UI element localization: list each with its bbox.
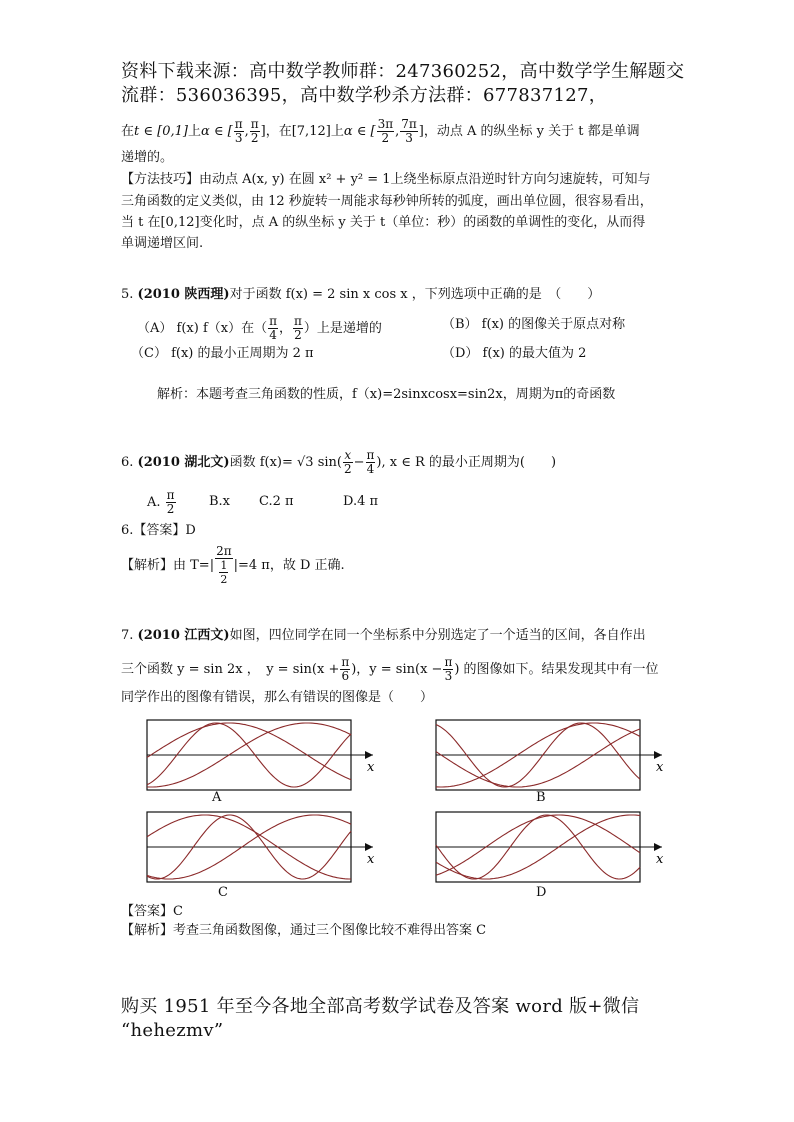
header-line-2: 流群：536036395，高中数学秒杀方法群：677837127， — [121, 85, 608, 106]
q5-analysis: 解析：本题考查三角函数的性质，f（x)=2sinxcosx=sin2x，周期为π的奇函数 — [157, 387, 616, 402]
graph-c-label: C — [218, 885, 228, 900]
tip-line-3: 当 t 在[0,12]变化时，点 A 的纵坐标 y 关于 t（单位：秒）的函数的单调性的变化，从而得 — [121, 215, 646, 230]
q5-option-b: （B） f(x) 的图像关于原点对称 — [442, 317, 626, 332]
x-axis-label: x — [656, 760, 664, 775]
tip-line-1: 【方法技巧】由动点 A(x, y) 在圆 x² + y² = 1上绕坐标原点沿逆时针方向匀速旋转，可知与 — [121, 172, 651, 187]
q6-stem: 6. (2010 湖北文)函数 f(x)= √3 sin( $\frac{x}{2}$ − $\frac{\pi}{4}$ ), x ∈ R 的最小正周期为( ) — [121, 448, 557, 476]
q6-option-b: B.x — [209, 494, 231, 509]
q5-stem: 5. (2010 陕西理)对于函数 f(x) = 2 sin x cos x ，下列选项中正确的是 （ ） — [121, 287, 601, 302]
q6-option-a: A. $\frac{\pi}{2}$ — [147, 488, 175, 516]
x-axis-arrow — [365, 843, 373, 851]
q5-option-d: （D） f(x) 的最大值为 2 — [442, 346, 587, 361]
x-axis-arrow — [654, 751, 662, 759]
prev-line-1: 在t ∈ [0,1]上α ∈ [ $\frac{\pi}{3}$ , $\frac{\pi}{2}$ ]，在[7,12]上α ∈ [ $\frac{3\pi}{2}$ , $\frac{7\pi}{3}$ ]，动点 A 的纵坐标 y 关于 t 都是单调 — [121, 117, 640, 145]
header-line-1: 资料下载来源：高中数学教师群：247360252，高中数学学生解题交 — [121, 61, 685, 82]
graph-a — [143, 716, 383, 796]
graph-d — [432, 808, 672, 888]
x-axis-arrow — [654, 843, 662, 851]
q6-answer: 6.【答案】D — [121, 523, 196, 538]
q7-line-1: 7. (2010 江西文)如图，四位同学在同一个坐标系中分别选定了一个适当的区间，各自作出 — [121, 628, 646, 643]
graph-b-label: B — [536, 790, 546, 805]
footer-line-1: 购买 1951 年至今各地全部高考数学试卷及答案 word 版+微信 — [121, 996, 640, 1017]
graph-c — [143, 808, 383, 888]
footer-line-2: “hehezmv” — [121, 1020, 224, 1041]
sine-curve-2 — [436, 815, 640, 875]
x-axis-label: x — [367, 760, 375, 775]
q5-option-c: （C） f(x) 的最小正周期为 2 π — [131, 346, 314, 361]
prev-line-2: 递增的。 — [121, 150, 174, 165]
x-axis-arrow — [365, 751, 373, 759]
q7-answer: 【答案】C — [121, 904, 183, 919]
q7-line-3: 同学作出的图像有错误，那么有错误的图像是（ ） — [121, 690, 434, 705]
q6-option-c: C.2 π — [259, 494, 294, 509]
q6-explanation: 【解析】由 T=| $\frac{2\pi}{\frac{1}{2}}$ |=4 π，故 D 正确. — [121, 544, 345, 586]
tip-line-2: 三角函数的定义类似，由 12 秒旋转一周能求每秒钟所转的弧度，画出单位圆，很容易看出， — [121, 194, 653, 209]
tip-line-4: 单调递增区间. — [121, 236, 204, 251]
graph-b — [432, 716, 672, 796]
graph-d-label: D — [536, 885, 547, 900]
q5-option-a: （A） f(x) f（x）在（ $\frac{\pi}{4}$ ， $\frac{\pi}{2}$ ）上是递增的 — [137, 314, 382, 342]
sine-curve-3 — [436, 729, 640, 787]
q7-explanation: 【解析】考查三角函数图像，通过三个图像比较不难得出答案 C — [121, 923, 487, 938]
x-axis-label: x — [367, 852, 375, 867]
x-axis-label: x — [656, 852, 664, 867]
q6-option-d: D.4 π — [343, 494, 379, 509]
q7-line-2: 三个函数 y = sin 2x ， y = sin(x + $\frac{\pi}{6}$ )，y = sin(x − $\frac{\pi}{3}$ ) 的图像如下。结果发现其中有一位 — [121, 655, 659, 683]
graph-a-label: A — [212, 790, 222, 805]
